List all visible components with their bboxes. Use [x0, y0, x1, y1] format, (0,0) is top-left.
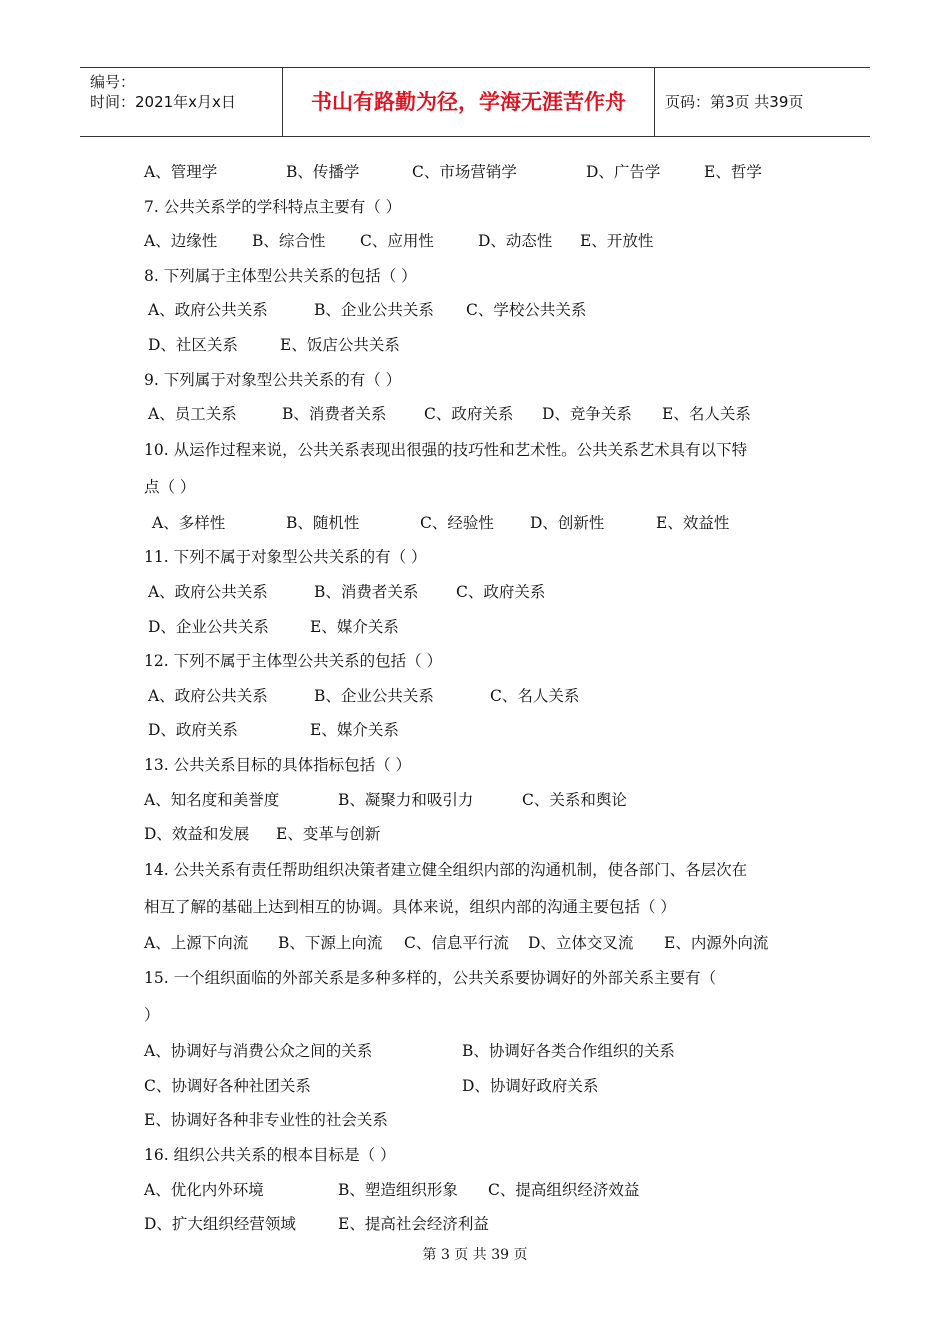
answer-option: E、媒介关系 — [310, 721, 399, 740]
answer-option: C、政府关系 — [456, 582, 546, 601]
answer-option: D、广告学 — [586, 163, 661, 181]
header-page-number: 页码：第3页 共39页 — [665, 93, 804, 111]
answer-option: E、变革与创新 — [276, 825, 381, 844]
answer-option: E、开放性 — [580, 232, 654, 251]
answer-option: E、提高社会经济利益 — [338, 1215, 489, 1234]
answer-option: A、员工关系 — [148, 405, 237, 424]
answer-option: C、名人关系 — [490, 686, 580, 705]
answer-option: A、优化内外环境 — [144, 1180, 264, 1199]
question-line: 9. 下列属于对象型公共关系的有（ ） — [144, 370, 402, 389]
answer-option: B、传播学 — [286, 163, 360, 181]
option-row — [144, 926, 824, 961]
answer-option: C、市场营销学 — [412, 163, 517, 181]
answer-option: A、政府公共关系 — [148, 582, 268, 601]
answer-option: A、多样性 — [152, 513, 226, 532]
header-meta — [80, 68, 283, 136]
question-line: 11. 下列不属于对象型公共关系的有（ ） — [144, 548, 427, 567]
answer-option: E、名人关系 — [662, 405, 751, 424]
answer-option: A、知名度和美誉度 — [144, 790, 280, 809]
answer-option: E、媒介关系 — [310, 617, 399, 636]
answer-option: C、提高组织经济效益 — [488, 1180, 640, 1199]
answer-option: D、立体交叉流 — [528, 933, 634, 952]
answer-option: B、消费者关系 — [282, 405, 387, 424]
option-row — [144, 397, 824, 432]
answer-option: A、协调好与消费公众之间的关系 — [144, 1042, 373, 1061]
option-row — [144, 610, 824, 645]
option-row — [144, 575, 824, 610]
option-row — [144, 1207, 824, 1242]
header-motto: 书山有路勤为径，学海无涯苦作舟 — [283, 68, 655, 136]
answer-option: B、消费者关系 — [314, 582, 419, 601]
option-row — [144, 506, 824, 541]
answer-option: C、经验性 — [420, 513, 494, 532]
option-row — [144, 1069, 824, 1104]
answer-option: B、协调好各类合作组织的关系 — [462, 1042, 675, 1061]
answer-option: D、效益和发展 — [144, 825, 250, 844]
page-header — [80, 67, 870, 137]
question-line: 8. 下列属于主体型公共关系的包括（ ） — [144, 266, 417, 285]
answer-option: C、信息平行流 — [404, 933, 509, 952]
answer-option: D、协调好政府关系 — [462, 1076, 599, 1095]
question-line: 16. 组织公共关系的根本目标是（ ） — [144, 1146, 396, 1165]
page-footer: 第 3 页 共 39 页 — [422, 1247, 528, 1263]
question-line: 13. 公共关系目标的具体指标包括（ ） — [144, 755, 412, 774]
answer-option: A、边缘性 — [144, 232, 218, 251]
option-row — [144, 713, 824, 748]
answer-option: B、下源上向流 — [278, 933, 383, 952]
question-line: 12. 下列不属于主体型公共关系的包括（ ） — [144, 652, 443, 671]
option-row — [144, 293, 824, 328]
answer-option: B、综合性 — [252, 232, 326, 251]
question-line: 点（ ） — [144, 477, 196, 496]
answer-option: D、竞争关系 — [542, 405, 632, 424]
answer-option: B、随机性 — [286, 513, 360, 532]
question-line: 10. 从运作过程来说，公共关系表现出很强的技巧性和艺术性。公共关系艺术具有以下特 — [144, 440, 748, 459]
question-body — [144, 155, 824, 1242]
answer-option: C、应用性 — [360, 232, 434, 251]
answer-option: D、社区关系 — [148, 335, 238, 354]
answer-option: E、效益性 — [656, 513, 730, 532]
question-line: ） — [144, 1006, 160, 1025]
answer-option: D、创新性 — [530, 513, 605, 532]
answer-option: E、内源外向流 — [664, 933, 769, 952]
question-line: 7. 公共关系学的学科特点主要有（ ） — [144, 197, 402, 216]
answer-option: D、企业公共关系 — [148, 617, 269, 636]
answer-option: C、协调好各种社团关系 — [144, 1076, 311, 1095]
answer-option: E、哲学 — [704, 163, 762, 181]
answer-option: B、企业公共关系 — [314, 301, 434, 320]
question-line: 相互了解的基础上达到相互的协调。具体来说，组织内部的沟通主要包括（ ） — [144, 897, 676, 916]
question-line: 14. 公共关系有责任帮助组织决策者建立健全组织内部的沟通机制，使各部门、各层次在 — [144, 860, 748, 879]
answer-option: A、上源下向流 — [144, 933, 249, 952]
answer-option: D、政府关系 — [148, 721, 238, 740]
option-row — [144, 817, 824, 852]
option-row — [144, 1103, 824, 1138]
option-row — [144, 224, 824, 259]
answer-option: A、政府公共关系 — [148, 301, 268, 320]
option-row — [144, 1034, 824, 1069]
answer-option: C、关系和舆论 — [522, 790, 627, 809]
answer-option: C、学校公共关系 — [466, 301, 587, 320]
option-row — [144, 328, 824, 363]
option-row — [144, 783, 824, 818]
answer-option: D、扩大组织经营领域 — [144, 1215, 296, 1234]
option-row — [144, 1173, 824, 1208]
document-number: 编号： — [90, 73, 136, 91]
answer-option: B、企业公共关系 — [314, 686, 434, 705]
answer-option: E、协调好各种非专业性的社会关系 — [144, 1111, 388, 1130]
answer-option: B、凝聚力和吸引力 — [338, 790, 474, 809]
option-row — [144, 155, 824, 190]
option-row — [144, 679, 824, 714]
answer-option: E、饭店公共关系 — [280, 335, 400, 354]
answer-option: D、动态性 — [478, 232, 553, 251]
answer-option: A、管理学 — [144, 163, 218, 181]
answer-option: C、政府关系 — [424, 405, 514, 424]
question-line: 15. 一个组织面临的外部关系是多种多样的，公共关系要协调好的外部关系主要有（ — [144, 969, 717, 988]
document-time: 时间：2021年x月x日 — [90, 93, 236, 111]
answer-option: B、塑造组织形象 — [338, 1180, 458, 1199]
answer-option: A、政府公共关系 — [148, 686, 268, 705]
